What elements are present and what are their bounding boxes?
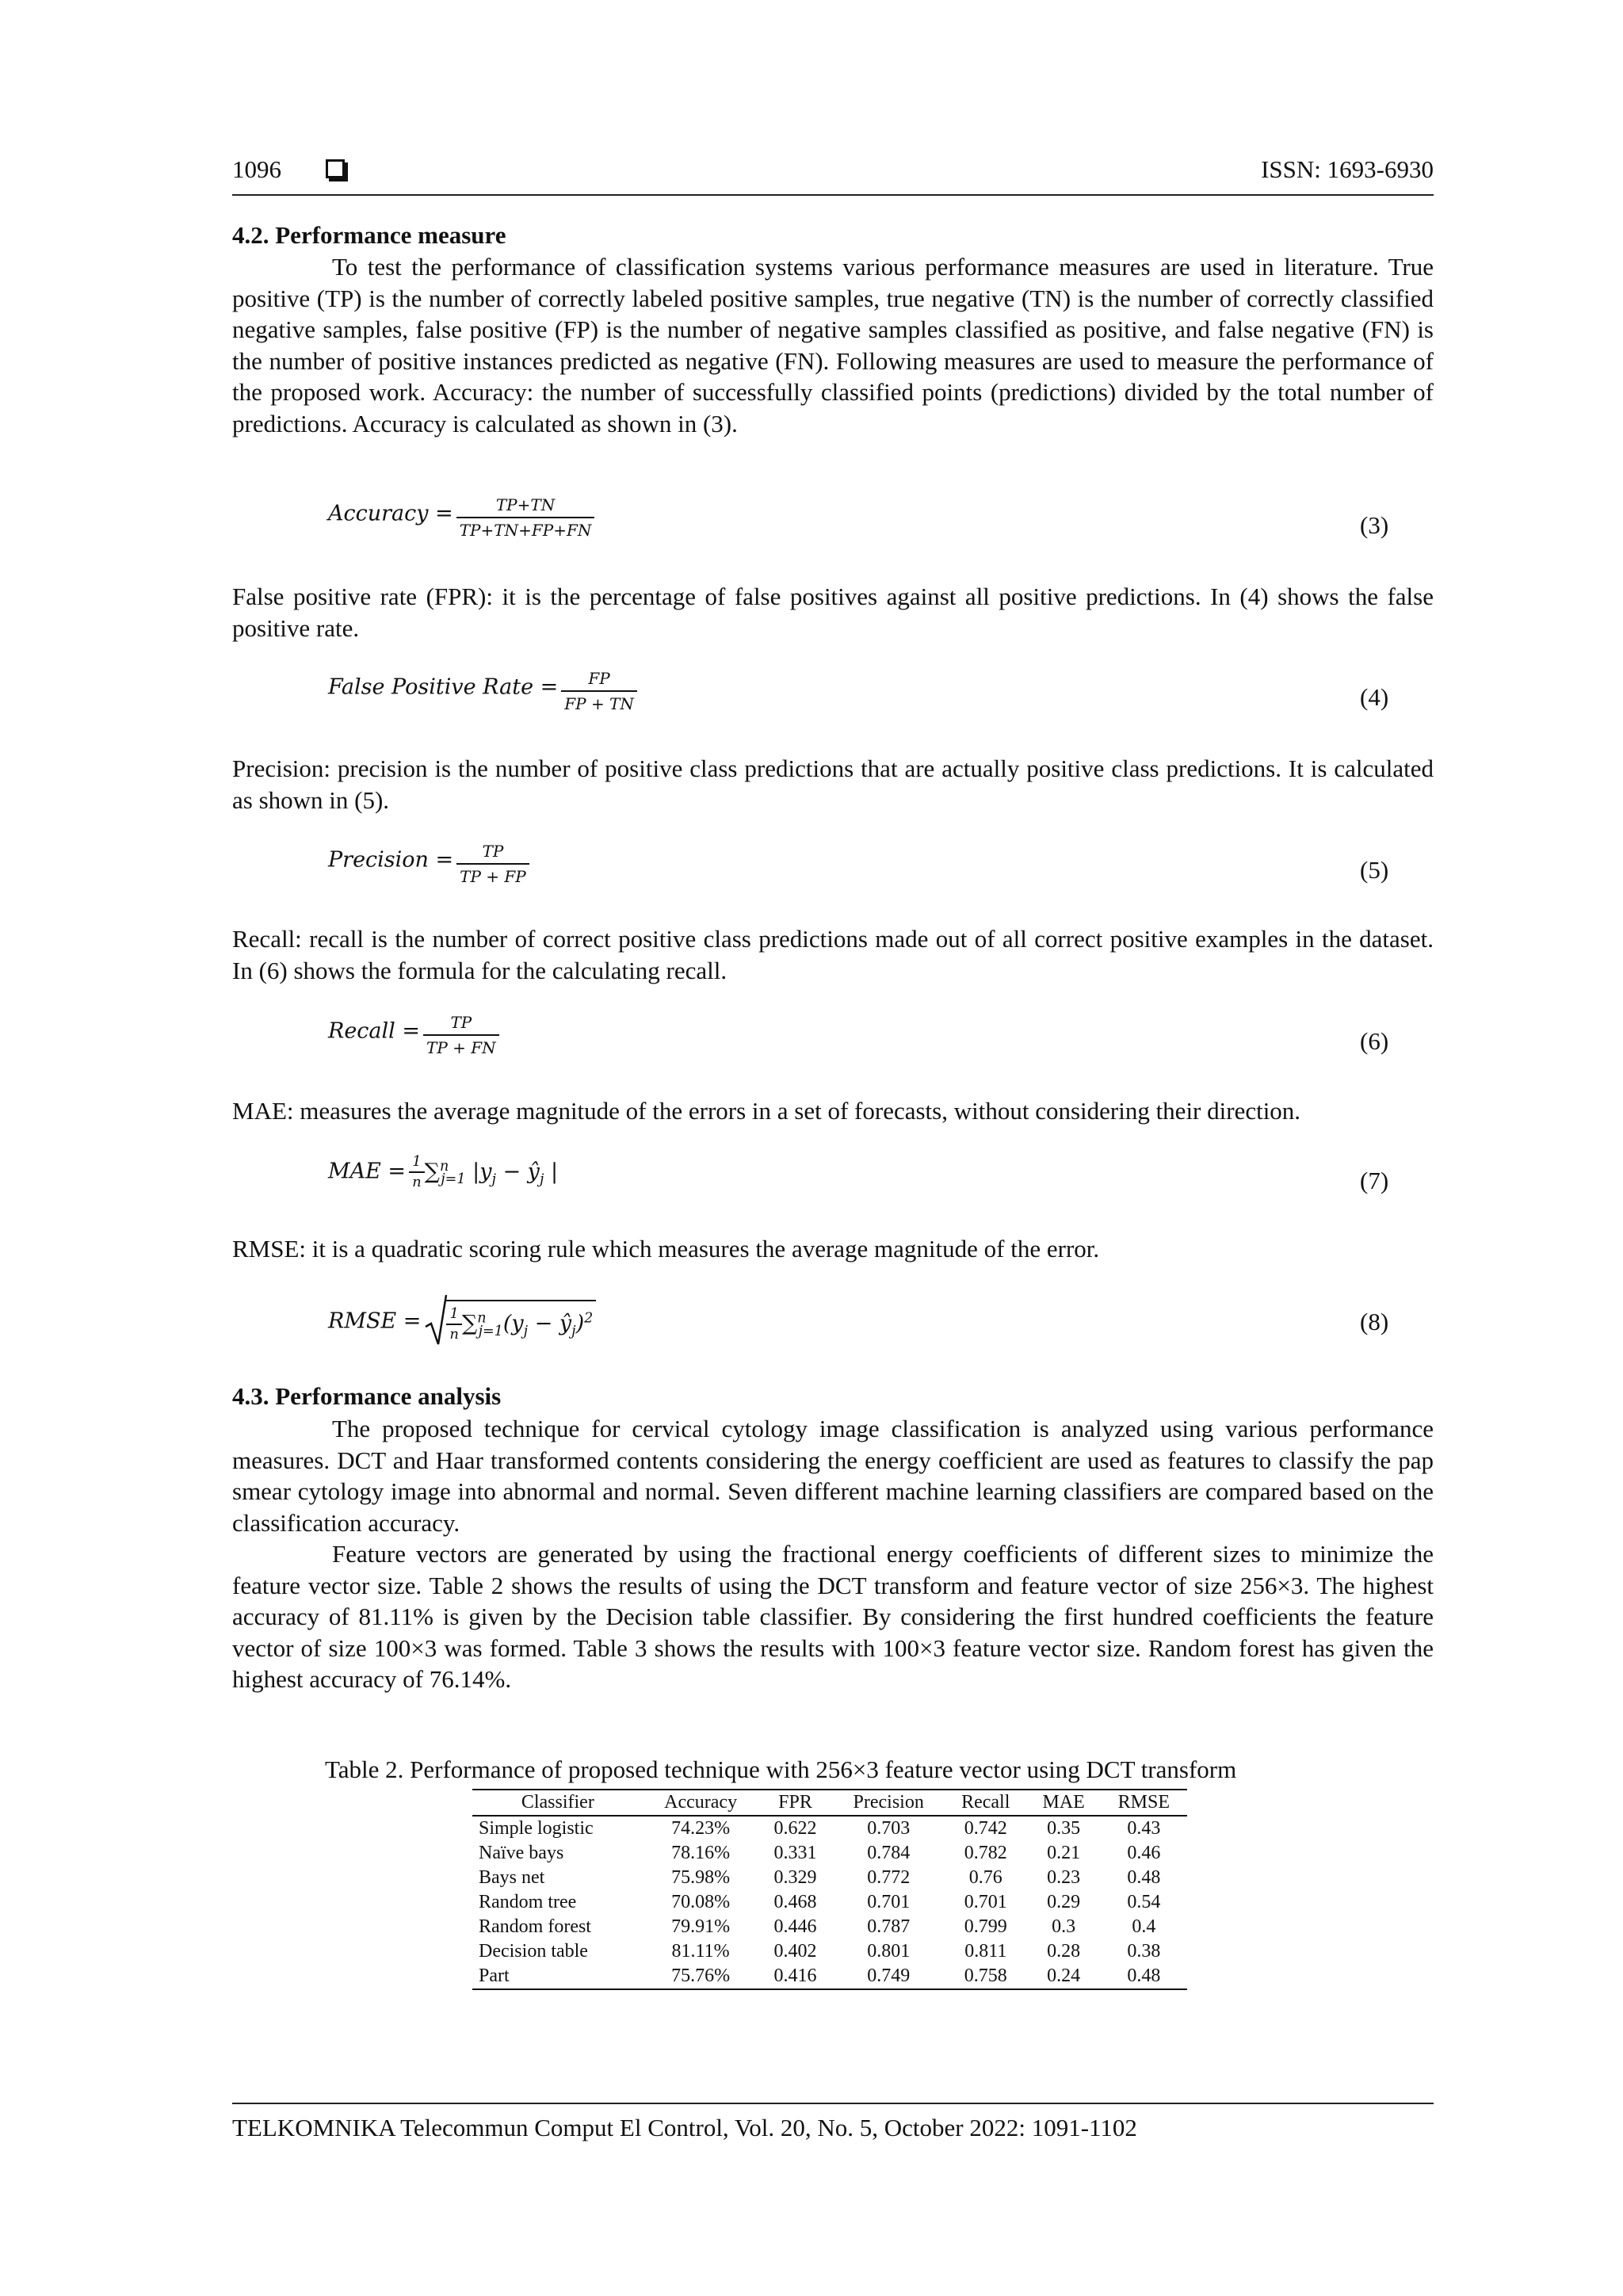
equation-rmse — [328, 1293, 596, 1349]
paragraph-fpr: False positive rate (FPR): it is the percentage of false positives against all positive predictions. In (4) shows the false positive rate. — [232, 583, 1434, 642]
table-cell: 0.38 — [1127, 1941, 1161, 1962]
table-cell: 0.23 — [1047, 1867, 1081, 1888]
numerator: TP — [423, 1012, 499, 1036]
page-header — [232, 153, 1434, 196]
equation-rhs: $\frac{1}{n}$ ∑$^n_{j=1}$ $|y_j$ − $ŷ_j$ | — [409, 1159, 558, 1184]
table-cell: 0.742 — [964, 1818, 1007, 1839]
table-header-row — [472, 1790, 1187, 1816]
table-cell: 0.21 — [1047, 1843, 1081, 1863]
paragraph-mae: MAE: measures the average magnitude of the errors in a set of forecasts, without considering their direction. — [232, 1097, 1301, 1125]
denominator: TP+TN+FP+FN — [459, 521, 592, 540]
table-cell: 0.4 — [1132, 1916, 1156, 1937]
table-row — [472, 1816, 1187, 1841]
equation-number-5: (5) — [1360, 856, 1389, 884]
equation-lhs: Accuracy = — [328, 501, 453, 526]
table-row — [472, 1866, 1187, 1890]
table-cell: 0.76 — [968, 1867, 1002, 1888]
page-footer: TELKOMNIKA Telecommun Comput El Control, Vol. 20, No. 5, October 2022: 1091-1102 — [232, 2103, 1434, 2142]
table-cell: Part — [472, 1964, 643, 1989]
table-cell: 0.329 — [773, 1867, 817, 1888]
table-row — [472, 1841, 1187, 1866]
equation-lhs: Recall = — [328, 1018, 421, 1044]
column-header: Precision — [833, 1790, 945, 1816]
table-cell: 0.799 — [964, 1916, 1007, 1937]
table-cell: 0.701 — [867, 1892, 911, 1912]
fraction — [456, 495, 595, 541]
table-cell: 81.11% — [671, 1941, 730, 1962]
table-cell: Naïve bays — [479, 1843, 564, 1863]
equation-number-7: (7) — [1360, 1167, 1389, 1194]
table-cell: 70.08% — [671, 1892, 731, 1912]
table-cell: 0.28 — [1047, 1941, 1081, 1962]
section-title-4-2: 4.2. Performance measure — [232, 221, 506, 249]
column-header: Recall — [945, 1790, 1027, 1816]
table-cell: 0.43 — [1127, 1818, 1161, 1839]
table-cell: 0.416 — [758, 1964, 833, 1989]
equation-recall — [328, 1012, 499, 1058]
results-table — [472, 1789, 1187, 1990]
denominator: FP + TN — [564, 694, 634, 713]
table-cell: 74.23% — [671, 1818, 731, 1839]
column-header: RMSE — [1101, 1790, 1187, 1816]
equation-precision — [328, 841, 529, 887]
table-cell: 0.787 — [867, 1916, 911, 1937]
equation-rhs: $\frac{1}{n}$ $\sum^n_{j=1}(y_j$ − $ŷ_j)^2$ — [424, 1293, 596, 1349]
table-row — [472, 1915, 1187, 1939]
square-bullet-icon — [326, 159, 345, 178]
equation-number-6: (6) — [1360, 1027, 1389, 1055]
fraction — [561, 668, 637, 714]
column-header: Classifier — [472, 1790, 643, 1816]
column-header: FPR — [758, 1790, 833, 1816]
table-cell: Bays net — [479, 1867, 545, 1888]
denominator: TP + FN — [426, 1038, 496, 1057]
issn-label: ISSN: 1693-6930 — [1261, 155, 1434, 183]
equation-lhs: RMSE = — [328, 1308, 422, 1334]
equation-mae — [328, 1154, 558, 1190]
paragraph-precision: Precision: precision is the number of positive class predictions that are actually positive class predictions. It is calculated as shown in (5). — [232, 755, 1434, 814]
table-row — [472, 1939, 1187, 1964]
fraction — [456, 841, 529, 887]
equation-lhs: MAE = — [328, 1159, 407, 1184]
table-cell: 0.446 — [773, 1916, 817, 1937]
table-cell: 0.749 — [833, 1964, 945, 1989]
table-cell: 0.48 — [1127, 1867, 1161, 1888]
equation-number-3: (3) — [1360, 511, 1389, 539]
table-cell: 0.703 — [867, 1818, 911, 1839]
paragraph-performance-analysis-2: Feature vectors are generated by using the fractional energy coefficients of different sizes to minimize the feature vector size. Table 2 shows the results of using the DCT transform and feature vector of size 256×3. The highest accuracy of 81.11% is given by the Decision table classifier. By considering the first hundred coefficients the feature vector of size 100×3 was formed. Table 3 shows the results with 100×3 feature vector size. Random forest has given the highest accuracy of 76.14%. — [232, 1540, 1434, 1693]
table-cell: 0.35 — [1047, 1818, 1081, 1839]
table-cell: 0.46 — [1127, 1843, 1161, 1863]
page-number: 1096 — [232, 155, 281, 183]
paragraph-performance-measure: To test the performance of classification systems various performance measures are used in literature. True positive (TP) is the number of correctly labeled positive samples, true negative (TN) is the number of correctly classified negative samples, false positive (FP) is the number of negative samples classified as positive, and false negative (FN) is the number of positive instances predicted as negative (FN). Following measures are used to measure the performance of the proposed work. Accuracy: the number of successfully classified points (predictions) divided by the total number of predictions. Accuracy is calculated as shown in (3). — [232, 253, 1434, 437]
table-cell: Random tree — [479, 1892, 577, 1912]
table-cell: 0.811 — [964, 1941, 1007, 1962]
table-cell: 0.772 — [867, 1867, 911, 1888]
denominator: TP + FP — [460, 867, 526, 886]
table-row — [472, 1890, 1187, 1915]
numerator: TP — [456, 841, 529, 865]
table-cell: 78.16% — [671, 1843, 731, 1863]
paragraph-recall: Recall: recall is the number of correct positive class predictions made out of all correct positive examples in the dataset. In (6) shows the formula for the calculating recall. — [232, 925, 1434, 984]
table-cell: 79.91% — [671, 1916, 731, 1937]
numerator: FP — [561, 668, 637, 692]
table-cell: 0.54 — [1127, 1892, 1161, 1912]
table-cell: 0.468 — [773, 1892, 817, 1912]
table-cell: 75.76% — [643, 1964, 758, 1989]
paragraph-performance-analysis-1: The proposed technique for cervical cytology image classification is analyzed using various performance measures. DCT and Haar transformed contents considering the energy coefficient are used as features to classify the pap smear cytology image into abnormal and normal. Seven different machine learning classifiers are compared based on the classification accuracy. — [232, 1415, 1434, 1537]
equation-accuracy — [328, 495, 594, 541]
column-header: Accuracy — [643, 1790, 758, 1816]
equation-lhs: False Positive Rate = — [328, 674, 559, 700]
section-title-4-3: 4.3. Performance analysis — [232, 1382, 502, 1410]
equation-fpr — [328, 668, 637, 714]
table-cell: 0.3 — [1052, 1916, 1076, 1937]
table-cell: 0.24 — [1027, 1964, 1101, 1989]
fraction — [423, 1012, 499, 1058]
table-cell: 75.98% — [671, 1867, 731, 1888]
table-cell: Decision table — [479, 1941, 588, 1962]
table-cell: 0.801 — [867, 1941, 911, 1962]
paragraph-rmse: RMSE: it is a quadratic scoring rule which measures the average magnitude of the error. — [232, 1235, 1100, 1263]
table-cell: 0.782 — [964, 1843, 1007, 1863]
table-cell: 0.29 — [1047, 1892, 1081, 1912]
table-cell: 0.701 — [964, 1892, 1007, 1912]
table-cell: 0.758 — [945, 1964, 1027, 1989]
table-caption: Table 2. Performance of proposed technique with 256×3 feature vector using DCT transform — [325, 1755, 1237, 1783]
table-cell: 0.784 — [867, 1843, 911, 1863]
table-cell: Random forest — [479, 1916, 591, 1937]
table-row — [472, 1964, 1187, 1989]
numerator: TP+TN — [456, 495, 595, 518]
table-cell: 0.622 — [773, 1818, 817, 1839]
table-cell: 0.331 — [773, 1843, 817, 1863]
equation-lhs: Precision = — [328, 847, 454, 873]
equation-number-8: (8) — [1360, 1308, 1389, 1335]
equation-number-4: (4) — [1360, 683, 1389, 711]
table-cell: 0.402 — [773, 1941, 817, 1962]
table-cell: 0.48 — [1101, 1964, 1187, 1989]
table-cell: Simple logistic — [479, 1818, 594, 1839]
column-header: MAE — [1027, 1790, 1101, 1816]
